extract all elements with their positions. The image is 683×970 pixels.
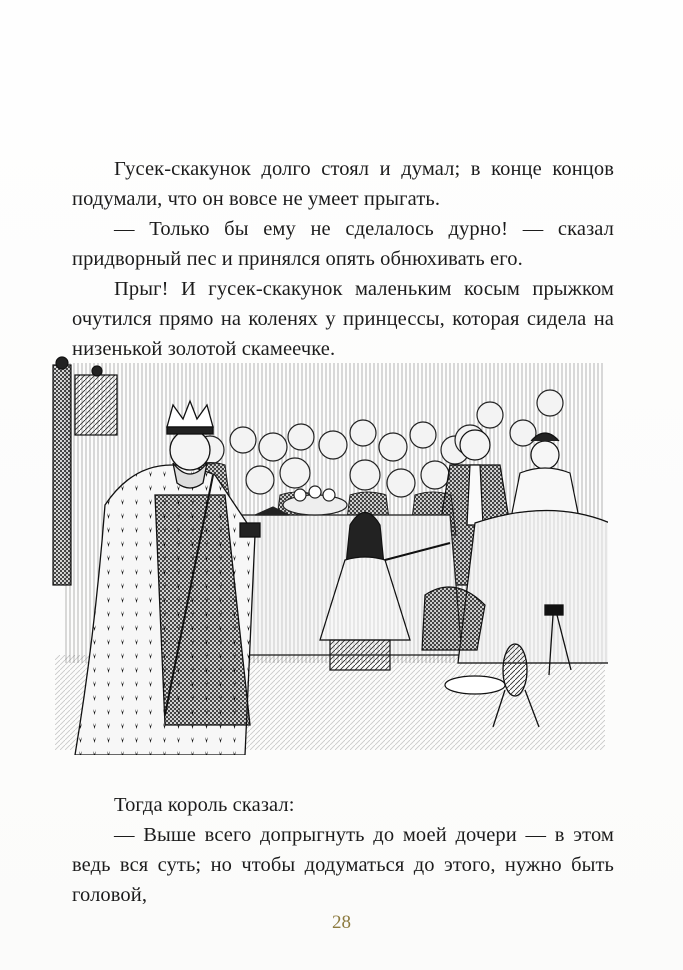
paragraph-2: — Только бы ему не сделалось дурно! — сказал придворный пес и принялся опять обнюхивать его. [72, 218, 614, 270]
engraving-illustration [45, 355, 608, 755]
paragraph-3: Прыг! И гусек-скакунок маленьким косым прыжком очутился прямо на коленях у принцессы, которая сидела на низенькой золотой скамеечке. [72, 278, 614, 360]
text-block-top [72, 154, 614, 364]
paragraph-4: Тогда король сказал: [114, 794, 295, 816]
paragraph-5: — Выше всего допрыгнуть до моей дочери — в этом ведь вся суть; но чтобы додуматься до этого, нужно быть головой, [72, 824, 614, 906]
text-block-bottom [72, 790, 614, 910]
page-number: 28 [332, 912, 351, 933]
paragraph-1: Гусек-скакунок долго стоял и думал; в конце концов подумали, что он вовсе не умеет прыгать. [72, 158, 614, 210]
